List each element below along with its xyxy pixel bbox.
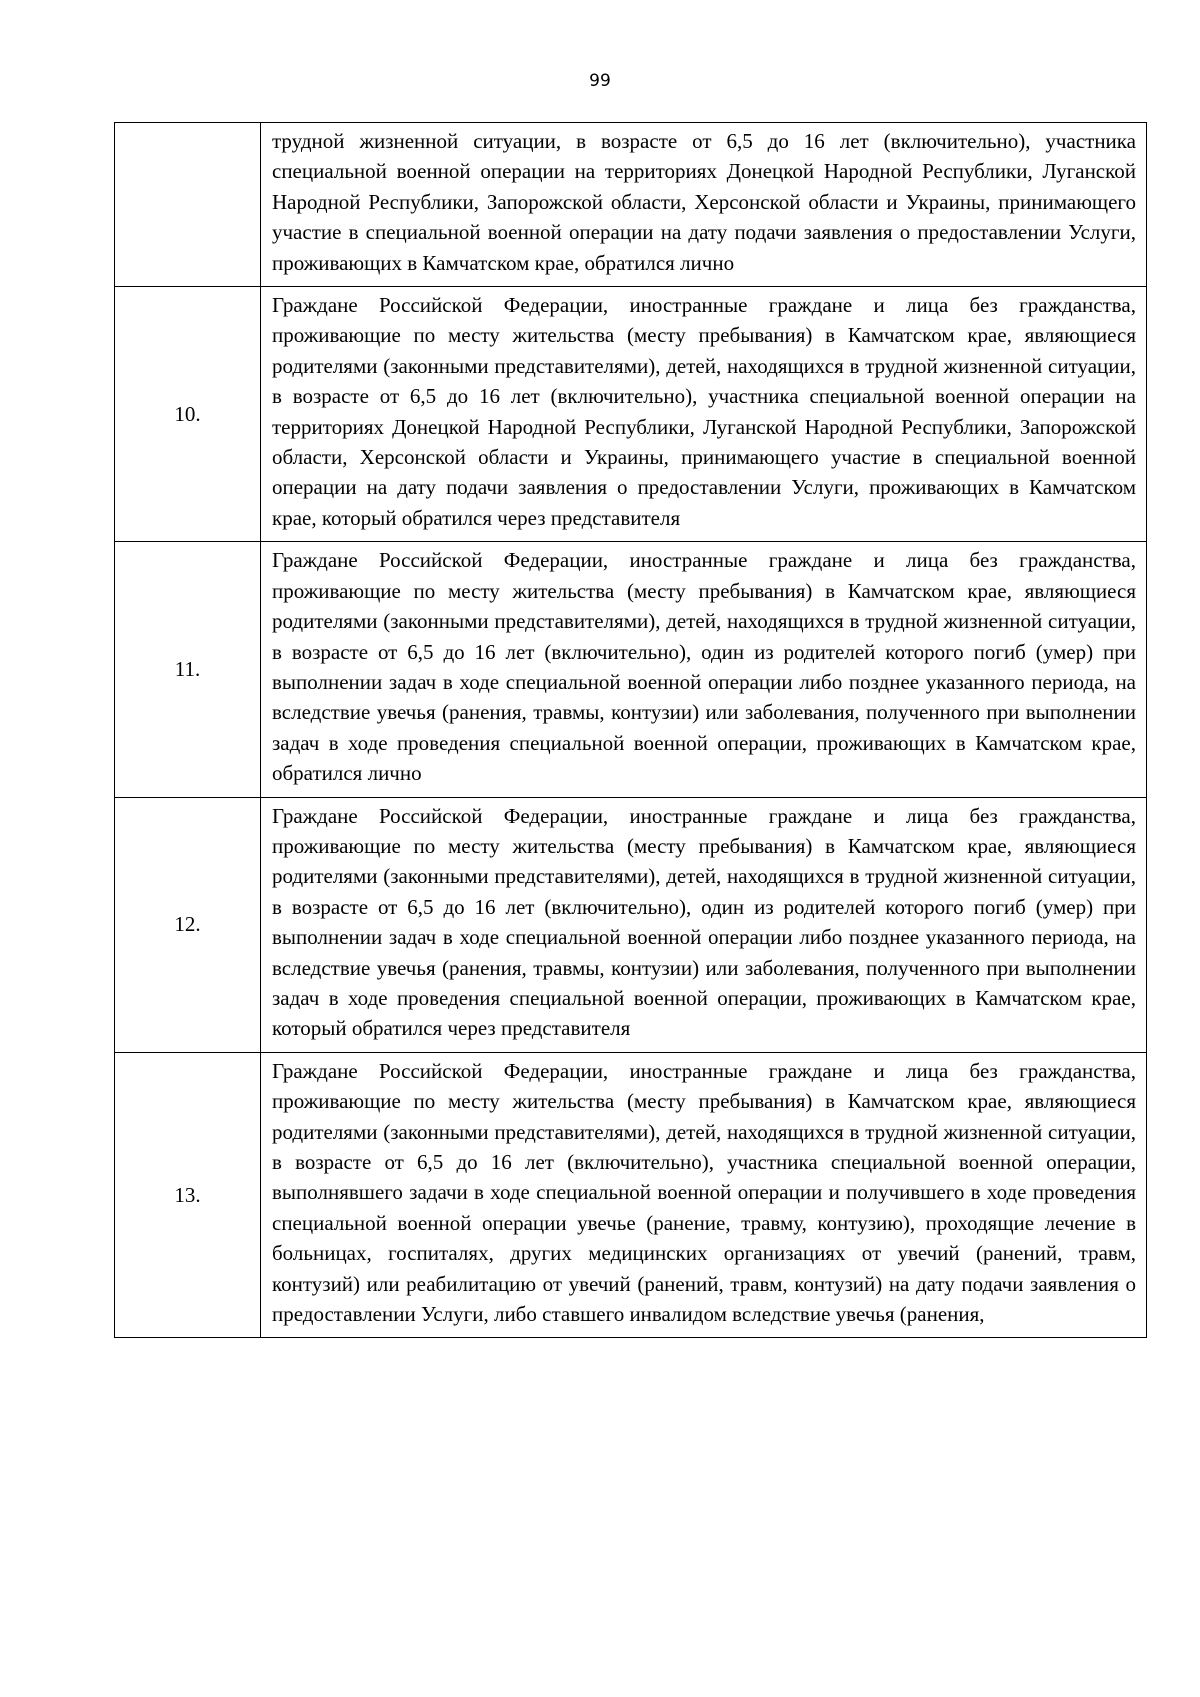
row-number	[115, 123, 261, 287]
row-text: Граждане Российской Федерации, иностранные граждане и лица без гражданства, проживающие по месту жительства (месту пребывания) в Камчатском крае, являющиеся родителями (законными представителями), детей, находящихся в трудной жизненной ситуации, в возрасте от 6,5 до 16 лет (включительно), один из родителей которого погиб (умер) при выполнении задач в ходе специальной военной операции либо позднее указанного периода, на вследствие увечья (ранения, травмы, контузии) или заболевания, полученного при выполнении задач в ходе проведения специальной военной операции, проживающих в Камчатском крае, обратился лично	[261, 542, 1147, 797]
row-text: Граждане Российской Федерации, иностранные граждане и лица без гражданства, проживающие по месту жительства (месту пребывания) в Камчатском крае, являющиеся родителями (законными представителями), детей, находящихся в трудной жизненной ситуации, в возрасте от 6,5 до 16 лет (включительно), участника специальной военной операции на территориях Донецкой Народной Республики, Луганской Народной Республики, Запорожской области, Херсонской области и Украины, принимающего участие в специальной военной операции на дату подачи заявления о предоставлении Услуги, проживающих в Камчатском крае, который обратился через представителя	[261, 287, 1147, 542]
row-text: Граждане Российской Федерации, иностранные граждане и лица без гражданства, проживающие по месту жительства (месту пребывания) в Камчатском крае, являющиеся родителями (законными представителями), детей, находящихся в трудной жизненной ситуации, в возрасте от 6,5 до 16 лет (включительно), участника специальной военной операции, выполнявшего задачи в ходе специальной военной операции и получившего в ходе проведения специальной военной операции увечье (ранение, травму, контузию), проходящие лечение в больницах, госпиталях, других медицинских организациях от увечий (ранений, травм, контузий) или реабилитацию от увечий (ранений, травм, контузий) на дату подачи заявления о предоставлении Услуги, либо ставшего инвалидом вследствие увечья (ранения,	[261, 1052, 1147, 1338]
table-row	[115, 1052, 1147, 1338]
table-row	[115, 123, 1147, 287]
document-table	[114, 122, 1147, 1338]
row-number: 10.	[115, 287, 261, 542]
row-text: Граждане Российской Федерации, иностранные граждане и лица без гражданства, проживающие по месту жительства (месту пребывания) в Камчатском крае, являющиеся родителями (законными представителями), детей, находящихся в трудной жизненной ситуации, в возрасте от 6,5 до 16 лет (включительно), один из родителей которого погиб (умер) при выполнении задач в ходе специальной военной операции либо позднее указанного периода, на вследствие увечья (ранения, травмы, контузии) или заболевания, полученного при выполнении задач в ходе проведения специальной военной операции, проживающих в Камчатском крае, который обратился через представителя	[261, 797, 1147, 1052]
table-row	[115, 797, 1147, 1052]
row-number: 13.	[115, 1052, 261, 1338]
page-number: 99	[589, 71, 611, 91]
row-number: 11.	[115, 542, 261, 797]
table-row	[115, 287, 1147, 542]
row-text: трудной жизненной ситуации, в возрасте от 6,5 до 16 лет (включительно), участника специальной военной операции на территориях Донецкой Народной Республики, Луганской Народной Республики, Запорожской области, Херсонской области и Украины, принимающего участие в специальной военной операции на дату подачи заявления о предоставлении Услуги, проживающих в Камчатском крае, обратился лично	[261, 123, 1147, 287]
table-row	[115, 542, 1147, 797]
row-number: 12.	[115, 797, 261, 1052]
